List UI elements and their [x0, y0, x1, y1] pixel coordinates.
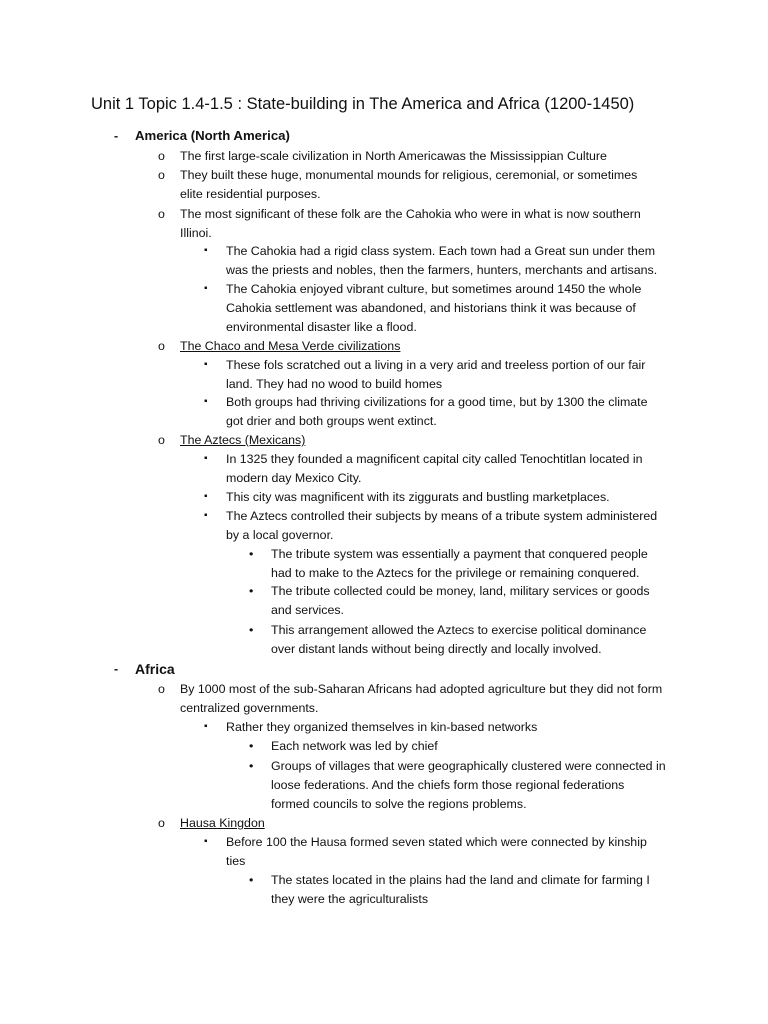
text-line: Illinoi. [180, 226, 212, 240]
text-line: The states located in the plains had the land and climate for farming I [271, 873, 650, 887]
dash-marker: - [114, 662, 119, 676]
text-line: Groups of villages that were geographically clustered were connected in [271, 759, 666, 773]
section-heading-africa: Africa [135, 661, 175, 677]
square-marker: ▪ [204, 510, 208, 521]
text-line: they were the agriculturalists [271, 892, 429, 906]
text-line: By 1000 most of the sub-Saharan Africans had adopted agriculture but they did not form [180, 682, 663, 696]
text-line: formed councils to solve the regions problems. [271, 797, 527, 811]
section-heading-america: America (North America) [135, 128, 290, 143]
text-line: by a local governor. [226, 528, 334, 542]
text-line: The Aztecs controlled their subjects by means of a tribute system administered [226, 509, 658, 523]
square-marker: ▪ [204, 453, 208, 464]
text-line: land. They had no wood to build homes [226, 377, 443, 391]
bullet-marker: • [249, 739, 254, 753]
circle-marker: o [158, 149, 165, 163]
subheading-aztecs: The Aztecs (Mexicans) [180, 433, 306, 447]
text-line: loose federations. And the chiefs form those regional federations [271, 778, 625, 792]
text-line: The tribute collected could be money, land, military services or goods [271, 584, 650, 598]
text-line: got drier and both groups went extinct. [226, 414, 437, 428]
text-line: had to make to the Aztecs for the privilege or remaining conquered. [271, 566, 640, 580]
square-marker: ▪ [204, 283, 208, 294]
text-line: modern day Mexico City. [226, 471, 362, 485]
text-line: over distant lands without being directly and locally involved. [271, 642, 602, 656]
text-line: The tribute system was essentially a payment that conquered people [271, 547, 648, 561]
bullet-marker: • [249, 759, 254, 773]
bullet-marker: • [249, 623, 254, 637]
text-line: The first large-scale civilization in North Americawas the Mississippian Culture [180, 149, 607, 163]
text-line: elite residential purposes. [180, 187, 321, 201]
text-line: was the priests and nobles, then the farmers, hunters, merchants and artisans. [226, 263, 658, 277]
page-title: Unit 1 Topic 1.4-1.5 : State-building in The America and Africa (1200-1450) [91, 95, 635, 113]
circle-marker: o [158, 207, 165, 221]
square-marker: ▪ [204, 359, 208, 370]
circle-marker: o [158, 433, 165, 447]
text-line: This city was magnificent with its ziggurats and bustling marketplaces. [226, 490, 610, 504]
text-line: They built these huge, monumental mounds for religious, ceremonial, or sometimes [180, 168, 638, 182]
text-line: These fols scratched out a living in a very arid and treeless portion of our fair [226, 358, 646, 372]
text-line: environmental disaster like a flood. [226, 320, 417, 334]
text-line: Both groups had thriving civilizations for a good time, but by 1300 the climate [226, 395, 648, 409]
bullet-marker: • [249, 547, 254, 561]
square-marker: ▪ [204, 491, 208, 502]
square-marker: ▪ [204, 836, 208, 847]
circle-marker: o [158, 816, 165, 830]
circle-marker: o [158, 339, 165, 353]
circle-marker: o [158, 168, 165, 182]
bullet-marker: • [249, 873, 254, 887]
text-line: The Cahokia enjoyed vibrant culture, but sometimes around 1450 the whole [226, 282, 642, 296]
text-line: Before 100 the Hausa formed seven stated which were connected by kinship [226, 835, 647, 849]
text-line: ties [226, 854, 246, 868]
circle-marker: o [158, 682, 165, 696]
text-line: The Cahokia had a rigid class system. Each town had a Great sun under them [226, 244, 656, 258]
square-marker: ▪ [204, 245, 208, 256]
text-line: and services. [271, 603, 345, 617]
dash-marker: - [114, 129, 119, 143]
text-line: Each network was led by chief [271, 739, 438, 753]
text-line: The most significant of these folk are the Cahokia who were in what is now southern [180, 207, 641, 221]
text-line: This arrangement allowed the Aztecs to exercise political dominance [271, 623, 647, 637]
subheading-hausa-kingdon: Hausa Kingdon [180, 816, 265, 830]
text-line: Rather they organized themselves in kin-based networks [226, 720, 538, 734]
text-line: Cahokia settlement was abandoned, and historians think it was because of [226, 301, 636, 315]
text-line: In 1325 they founded a magnificent capital city called Tenochtitlan located in [226, 452, 643, 466]
square-marker: ▪ [204, 721, 208, 732]
bullet-marker: • [249, 584, 254, 598]
subheading-chaco-mesa-verde: The Chaco and Mesa Verde civilizations [180, 339, 401, 353]
text-line: centralized governments. [180, 701, 319, 715]
square-marker: ▪ [204, 396, 208, 407]
